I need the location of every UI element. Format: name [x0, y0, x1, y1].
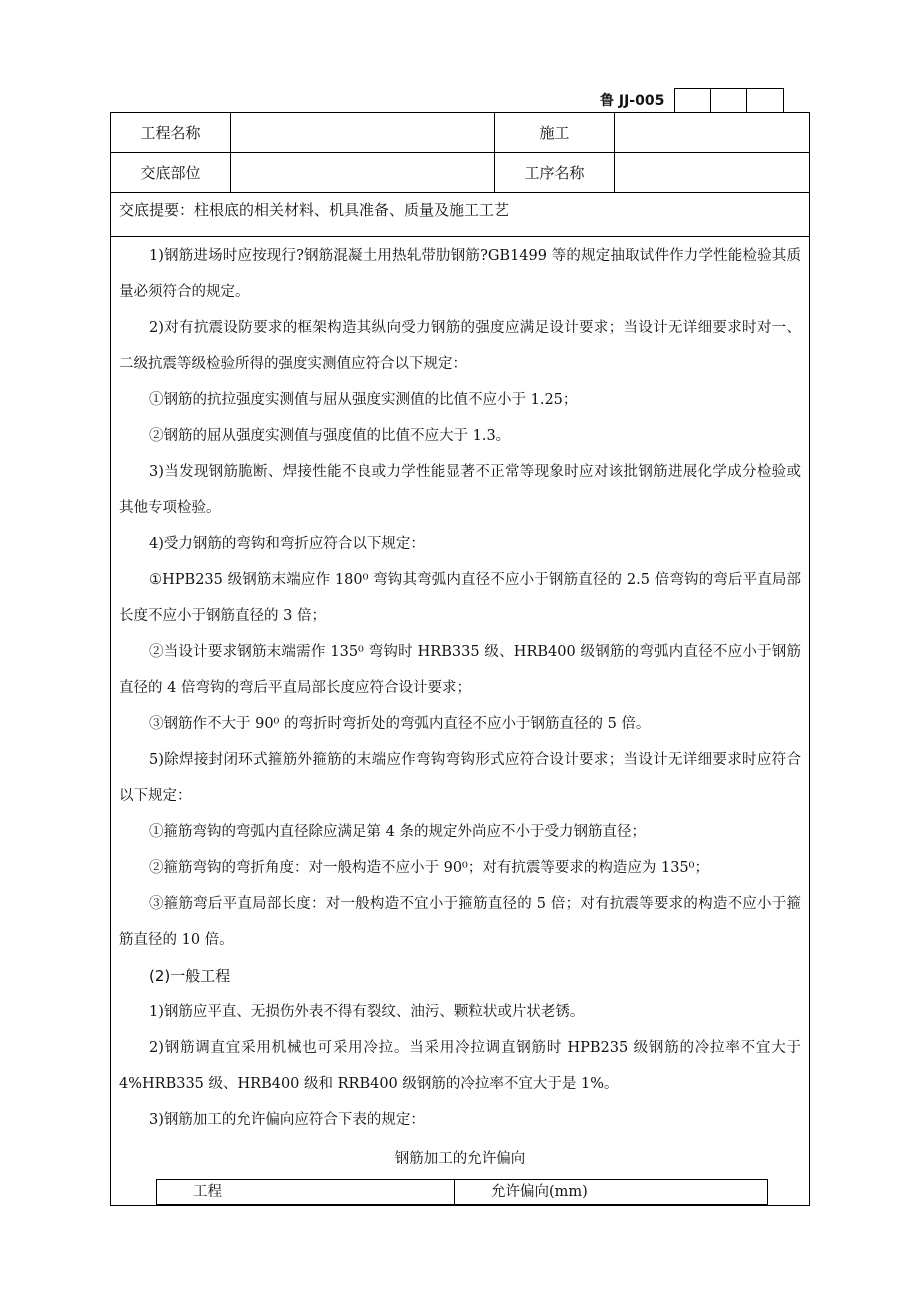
- form-code: 鲁 JJ-005: [600, 93, 665, 109]
- paragraph: ③箍筋弯后平直局部长度：对一般构造不宜小于箍筋直径的 5 倍；对有抗震等要求的构造不应小于箍筋直径的 10 倍。: [119, 896, 801, 948]
- paragraph: 5)除焊接封闭环式箍筋外箍筋的末端应作弯钩弯钩形式应符合设计要求；当设计无详细要求时应符合以下规定：: [119, 752, 801, 804]
- table-header-tolerance: 允许偏向(mm): [491, 1184, 588, 1200]
- paragraph: ①箍筋弯钩的弯弧内直径除应满足第 4 条的规定外尚应不小于受力钢筋直径；: [149, 824, 646, 840]
- paragraph: 3)钢筋加工的允许偏向应符合下表的规定：: [149, 1112, 425, 1128]
- form-code-row: [600, 88, 784, 112]
- form-number-boxes: [674, 88, 784, 112]
- handover-summary: 交底提要：柱根底的相关材料、机具准备、质量及施工工艺: [111, 193, 809, 237]
- table-header-item: 工程: [157, 1180, 455, 1204]
- project-name-value: [231, 113, 495, 152]
- process-name-value: [615, 153, 811, 192]
- paragraph: ②当设计要求钢筋末端需作 135⁰ 弯钩时 HRB335 级、HRB400 级钢筋的弯弧内直径不应小于钢筋直径的 4 倍弯钩的弯后平直局部长度应符合设计要求；: [119, 644, 801, 696]
- paragraph: ①HPB235 级钢筋末端应作 180⁰ 弯钩其弯弧内直径不应小于钢筋直径的 2.5 倍弯钩的弯后平直局部长度不应小于钢筋直径的 3 倍；: [119, 572, 801, 624]
- form-number-box: [711, 89, 747, 112]
- paragraph: 1)钢筋应平直、无损伤外表不得有裂纹、油污、颗粒状或片状老锈。: [149, 1004, 585, 1020]
- handover-form: [110, 112, 810, 1206]
- form-number-box: [675, 89, 711, 112]
- paragraph: 1)钢筋进场时应按现行?钢筋混凝土用热轧带肋钢筋?GB1499 等的规定抽取试件作力学性能检验其质量必须符合的规定。: [119, 248, 801, 300]
- process-name-label: 工序名称: [495, 153, 615, 192]
- header-row-1: [111, 113, 809, 153]
- handover-location-value: [231, 153, 495, 192]
- project-name-label: 工程名称: [111, 113, 231, 152]
- paragraph: 4)受力钢筋的弯钩和弯折应符合以下规定：: [149, 536, 425, 552]
- paragraph: ②箍筋弯钩的弯折角度：对一般构造不应小于 90⁰；对有抗震等要求的构造应为 135⁰；: [149, 860, 709, 876]
- table-caption: 钢筋加工的允许偏向: [394, 1151, 526, 1167]
- header-row-2: [111, 153, 809, 193]
- handover-content: [111, 238, 809, 1174]
- construction-label: 施工: [495, 113, 615, 152]
- form-number-box: [747, 89, 783, 112]
- section-heading: (2)一般工程: [149, 967, 231, 985]
- tolerance-table-header: [156, 1179, 768, 1205]
- paragraph: ③钢筋作不大于 90⁰ 的弯折时弯折处的弯弧内直径不应小于钢筋直径的 5 倍。: [149, 716, 651, 732]
- handover-location-label: 交底部位: [111, 153, 231, 192]
- paragraph: 2)钢筋调直宜采用机械也可采用冷拉。当采用冷拉调直钢筋时 HPB235 级钢筋的冷拉率不宜大于 4%HRB335 级、HRB400 级和 RRB400 级钢筋的冷拉率不宜大于是 1%。: [119, 1040, 801, 1092]
- paragraph: ①钢筋的抗拉强度实测值与屈从强度实测值的比值不应小于 1.25；: [149, 392, 578, 408]
- paragraph: 3)当发现钢筋脆断、焊接性能不良或力学性能显著不正常等现象时应对该批钢筋进展化学成分检验或其他专项检验。: [119, 464, 801, 516]
- paragraph: 2)对有抗震设防要求的框架构造其纵向受力钢筋的强度应满足设计要求；当设计无详细要求时对一、二级抗震等级检验所得的强度实测值应符合以下规定：: [119, 320, 801, 372]
- construction-value: [615, 113, 811, 152]
- paragraph: ②钢筋的屈从强度实测值与强度值的比值不应大于 1.3。: [149, 428, 511, 444]
